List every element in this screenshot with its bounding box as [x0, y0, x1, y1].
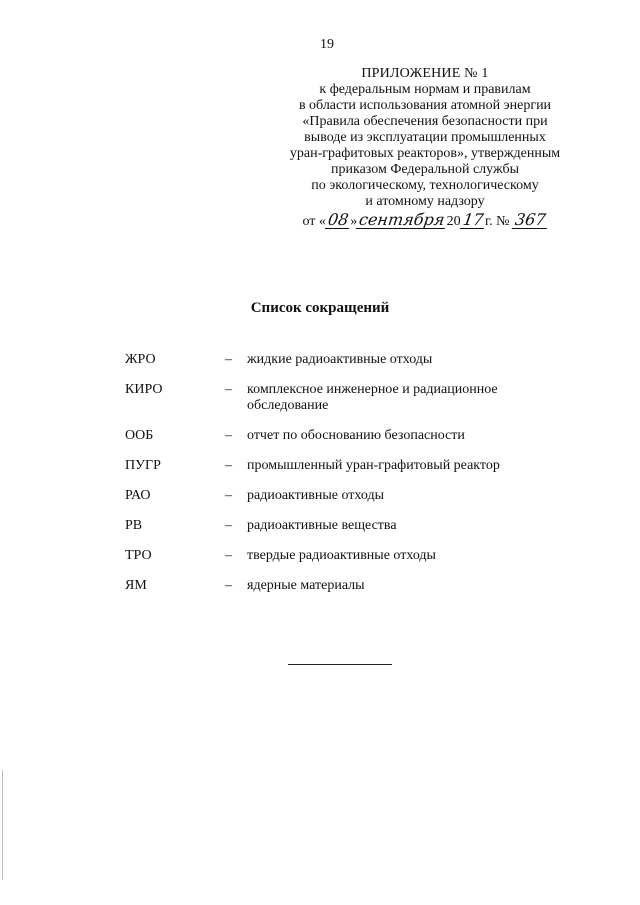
abbreviation-term: ЯМ [125, 578, 147, 593]
dash: – [225, 458, 232, 473]
appendix-title: ПРИЛОЖЕНИЕ № 1 [361, 66, 489, 81]
dash: – [225, 428, 232, 443]
dash: – [225, 548, 232, 563]
appendix-line: и атомному надзору [365, 194, 485, 209]
dash: – [225, 382, 232, 397]
dash: – [225, 352, 232, 367]
appendix-line: к федеральным нормам и правилам [319, 82, 531, 97]
date-month-handwritten: сентября [358, 210, 447, 229]
appendix-header [262, 66, 588, 230]
abbreviation-term: ТРО [125, 548, 152, 563]
dash: – [225, 578, 232, 593]
list-item [125, 518, 545, 534]
abbreviation-list [125, 352, 545, 608]
list-item [125, 578, 545, 594]
abbreviation-definition: отчет по обоснованию безопасности [247, 428, 465, 443]
end-divider [288, 664, 392, 665]
abbreviation-definition: жидкие радиоактивные отходы [247, 352, 433, 367]
abbreviation-term: РВ [125, 518, 143, 533]
order-number-label: г. № [484, 214, 510, 229]
abbreviation-term: ПУГР [125, 458, 161, 473]
date-year-prefix: 20 [446, 214, 461, 229]
appendix-line: «Правила обеспечения безопасности при [302, 114, 548, 129]
date-day-handwritten: 08 [326, 210, 350, 229]
list-item [125, 458, 545, 474]
dash: – [225, 488, 232, 503]
date-mid: » [350, 214, 358, 229]
abbreviation-definition: радиоактивные отходы [247, 488, 385, 503]
list-item [125, 428, 545, 444]
abbreviation-definition: комплексное инженерное и радиационное обследование [247, 382, 498, 413]
page-number: 19 [320, 37, 334, 52]
abbreviation-definition: твердые радиоактивные отходы [247, 548, 436, 563]
list-item [125, 488, 545, 504]
abbreviation-definition: ядерные материалы [247, 578, 365, 593]
appendix-line: в области использования атомной энергии [298, 98, 552, 113]
appendix-line: выводе из эксплуатации промышленных [304, 130, 546, 145]
abbreviation-term: ЖРО [125, 352, 156, 367]
date-year-handwritten: 17 [461, 210, 485, 229]
abbreviation-term: РАО [125, 488, 151, 503]
abbreviation-definition: радиоактивные вещества [247, 518, 397, 533]
list-title: Список сокращений [250, 300, 390, 316]
list-item [125, 352, 545, 368]
order-number-handwritten: 367 [513, 210, 548, 229]
dash: – [225, 518, 232, 533]
scan-edge-mark [2, 770, 3, 880]
date-prefix: от « [302, 214, 326, 229]
list-item [125, 548, 545, 564]
abbreviation-definition: промышленный уран-графитовый реактор [247, 458, 500, 473]
abbreviation-term: ООБ [125, 428, 154, 443]
list-item [125, 382, 545, 414]
order-date-line [262, 212, 588, 230]
appendix-line: приказом Федеральной службы [331, 162, 519, 177]
appendix-line: по экологическому, технологическому [311, 178, 539, 193]
appendix-line: уран-графитовых реакторов», утвержденным [289, 146, 561, 161]
abbreviation-term: КИРО [125, 382, 163, 397]
